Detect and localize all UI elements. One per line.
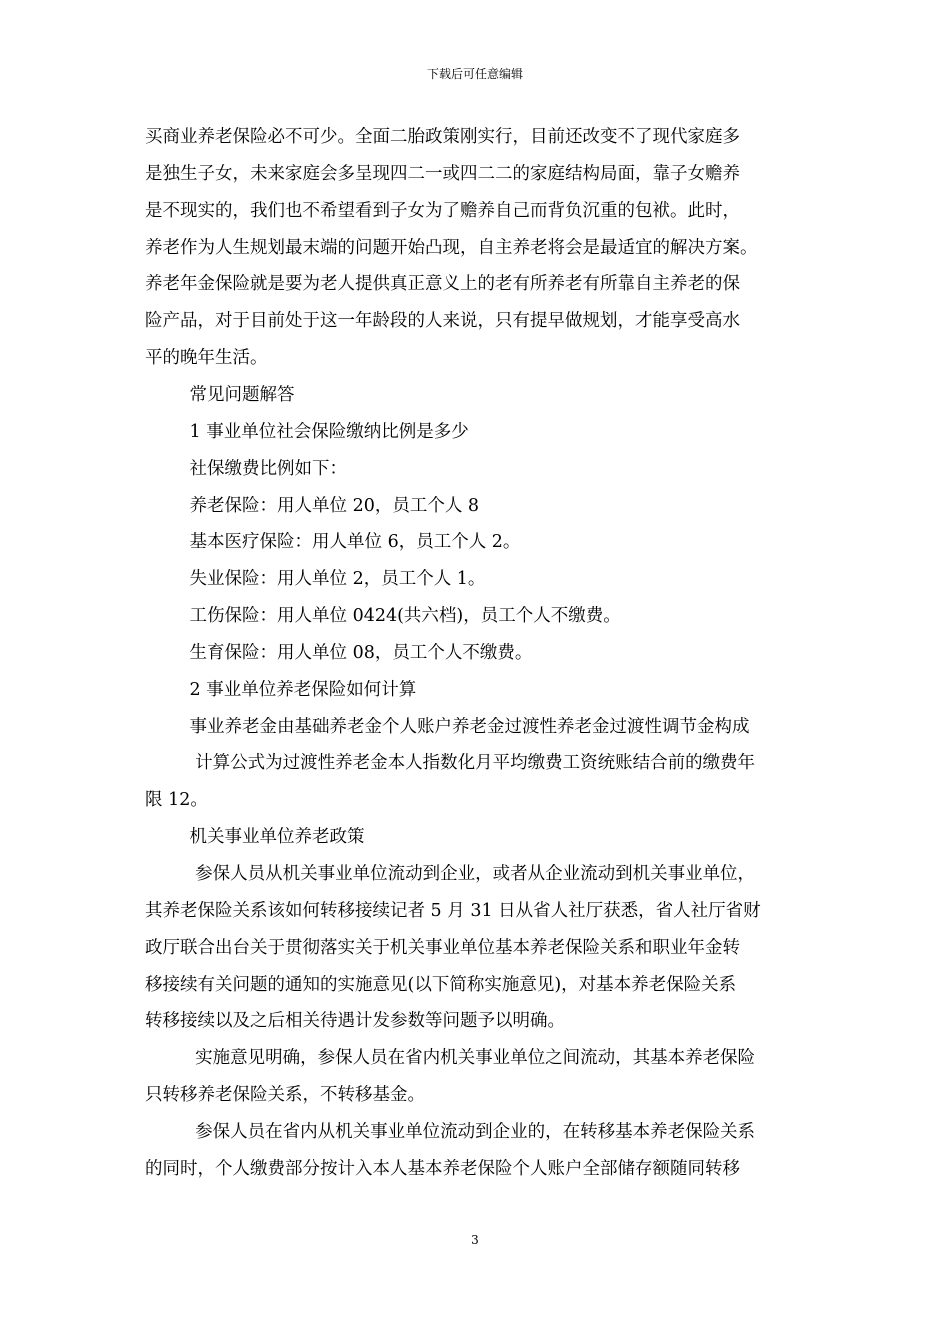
text-line: 转移接续以及之后相关待遇计发参数等问题予以明确。 xyxy=(145,1011,565,1032)
text-line: 养老保险：用人单位 20，员工个人 8 xyxy=(145,495,480,516)
text-line: 只转移养老保险关系，不转移基金。 xyxy=(145,1085,425,1106)
page-number: 3 xyxy=(471,1233,479,1247)
text-line: 参保人员在省内从机关事业单位流动到企业的，在转移基本养老保险关系 xyxy=(145,1121,756,1142)
text-line: 参保人员从机关事业单位流动到企业，或者从企业流动到机关事业单位， xyxy=(145,864,756,884)
text-line: 买商业养老保险必不可少。全面二胎政策刚实行，目前还改变不了现代家庭多 xyxy=(145,127,740,147)
page-header: 下载后可任意编辑 xyxy=(426,67,523,81)
text-line: 失业保险：用人单位 2，员工个人 1。 xyxy=(145,569,486,590)
text-line: 其养老保险关系该如何转移接续记者 5 月 31 日从省人社厅获悉，省人社厅省财 xyxy=(145,900,761,921)
text-line: 事业养老金由基础养老金个人账户养老金过渡性养老金过渡性调节金构成 xyxy=(145,716,750,737)
text-line: 生育保险：用人单位 08，员工个人不缴费。 xyxy=(145,642,533,663)
text-line: 险产品，对于目前处于这一年龄段的人来说，只有提早做规划，才能享受高水 xyxy=(145,311,740,332)
text-line: 平的晚年生活。 xyxy=(145,348,268,369)
text-line: 2 事业单位养老保险如何计算 xyxy=(145,679,417,700)
text-line: 实施意见明确，参保人员在省内机关事业单位之间流动，其基本养老保险 xyxy=(145,1048,756,1069)
text-line: 的同时，个人缴费部分按计入本人基本养老保险个人账户全部储存额随同转移 xyxy=(145,1158,740,1179)
text-line: 计算公式为过渡性养老金本人指数化月平均缴费工资统账结合前的缴费年 xyxy=(145,753,756,774)
text-line: 常见问题解答 xyxy=(145,384,295,405)
text-line: 政厅联合出台关于贯彻落实关于机关事业单位基本养老保险关系和职业年金转 xyxy=(145,937,740,958)
text-line: 机关事业单位养老政策 xyxy=(145,827,365,848)
text-line: 移接续有关问题的通知的实施意见(以下简称实施意见)，对基本养老保险关系 xyxy=(145,974,737,995)
text-line: 工伤保险：用人单位 0424(共六档)，员工个人不缴费。 xyxy=(145,606,621,627)
text-line: 限 12。 xyxy=(145,790,208,811)
text-line: 养老作为人生规划最末端的问题开始凸现，自主养老将会是最适宜的解决方案。 xyxy=(145,237,758,258)
text-line: 基本医疗保险：用人单位 6，员工个人 2。 xyxy=(145,532,521,553)
text-line: 社保缴费比例如下： xyxy=(145,458,348,479)
text-line: 是不现实的，我们也不希望看到子女为了赡养自己而背负沉重的包袱。此时， xyxy=(145,200,740,221)
text-line: 1 事业单位社会保险缴纳比例是多少 xyxy=(145,421,469,442)
text-line: 养老年金保险就是要为老人提供真正意义上的老有所养老有所靠自主养老的保 xyxy=(145,274,740,295)
text-line: 是独生子女，未来家庭会多呈现四二一或四二二的家庭结构局面，靠子女赡养 xyxy=(145,163,740,184)
